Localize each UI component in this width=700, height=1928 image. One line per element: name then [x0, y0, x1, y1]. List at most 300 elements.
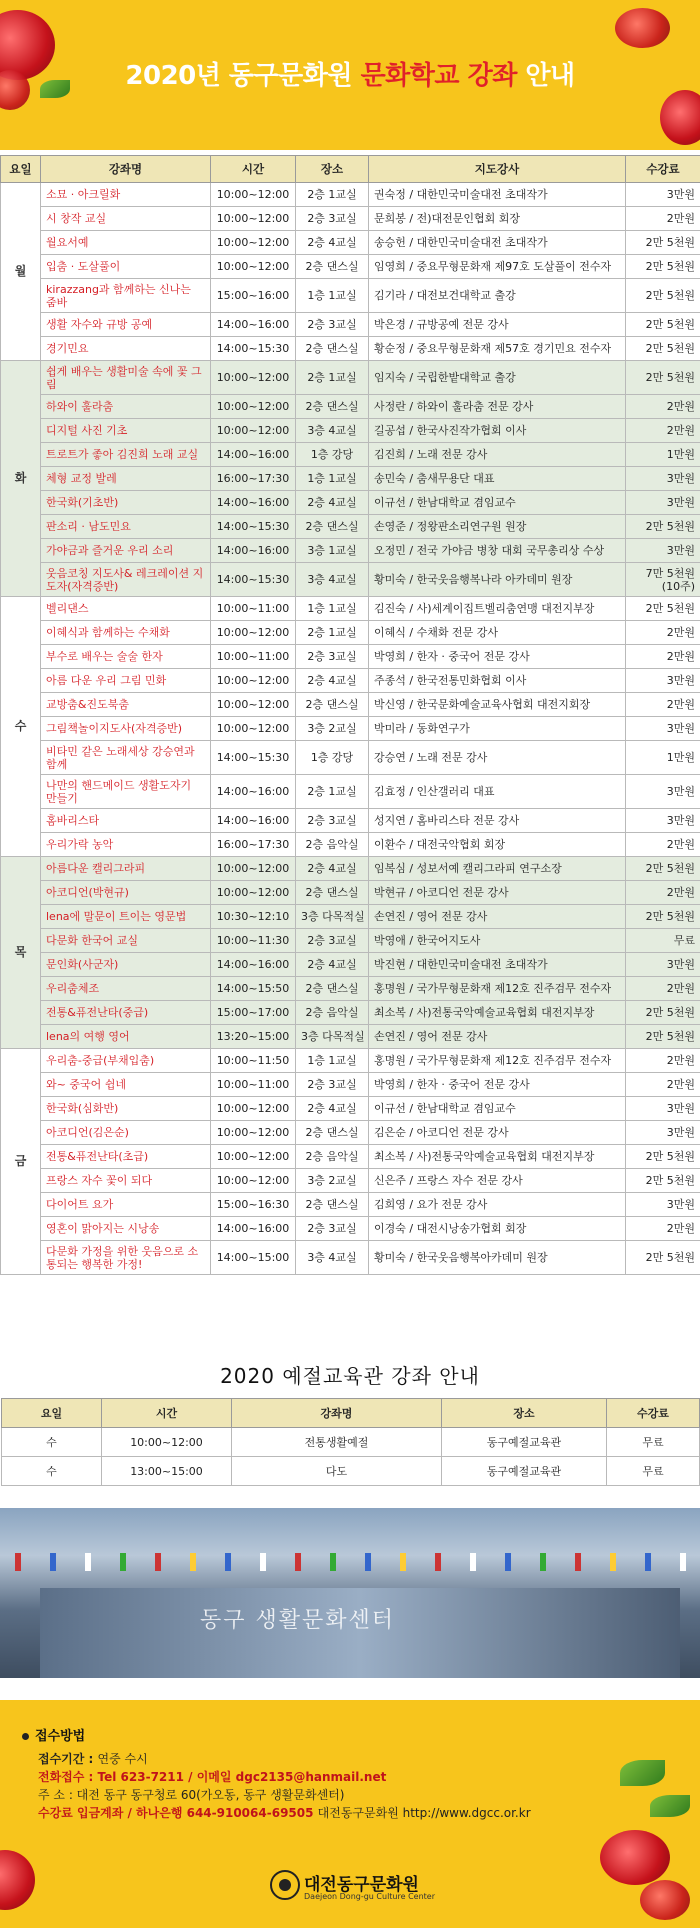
course-fee: 2만원	[626, 395, 700, 419]
course-time: 10:00~12:00	[211, 1169, 296, 1193]
course-teacher: 송승헌 / 대한민국미술대전 초대작가	[369, 231, 626, 255]
course-teacher: 송민숙 / 춤새무용단 대표	[369, 467, 626, 491]
course-fee: 2만 5천원	[626, 231, 700, 255]
course-table	[0, 155, 700, 1275]
course-time: 10:00~11:00	[211, 597, 296, 621]
course-place: 2층 4교실	[296, 491, 369, 515]
course-place: 2층 댄스실	[296, 255, 369, 279]
course-time: 10:00~11:30	[211, 929, 296, 953]
course-fee: 3만원	[626, 809, 700, 833]
day-cell: 월	[1, 183, 41, 361]
table-row	[1, 1193, 700, 1217]
table-row	[1, 953, 700, 977]
course-place: 2층 4교실	[296, 231, 369, 255]
course-name: 와~ 중국어 쉽네	[41, 1073, 211, 1097]
table-row	[1, 929, 700, 953]
course-fee: 3만원	[626, 717, 700, 741]
course-time: 14:00~16:00	[211, 313, 296, 337]
course-name: 부수로 배우는 술술 한자	[41, 645, 211, 669]
course-teacher: 최소복 / 사)전통국악예술교육협회 대전지부장	[369, 1001, 626, 1025]
course-teacher: 강승연 / 노래 전문 강사	[369, 741, 626, 775]
table-row	[1, 645, 700, 669]
etiquette-time: 10:00~12:00	[102, 1428, 232, 1457]
etiquette-place: 동구예절교육관	[442, 1428, 607, 1457]
course-fee: 3만원	[626, 669, 700, 693]
course-name: 우리춤체조	[41, 977, 211, 1001]
course-fee: 2만원	[626, 419, 700, 443]
course-teacher: 김희영 / 요가 전문 강사	[369, 1193, 626, 1217]
course-time: 10:00~12:00	[211, 207, 296, 231]
course-fee: 2만원	[626, 645, 700, 669]
course-fee: 2만 5천원	[626, 255, 700, 279]
course-time: 10:00~11:00	[211, 1073, 296, 1097]
table-row	[1, 1145, 700, 1169]
course-place: 2층 3교실	[296, 313, 369, 337]
course-time: 10:00~12:00	[211, 231, 296, 255]
course-fee: 2만원	[626, 833, 700, 857]
course-teacher: 홍명원 / 국가무형문화재 제12호 진주검무 전수자	[369, 1049, 626, 1073]
course-fee: 2만원	[626, 207, 700, 231]
course-teacher: 김기라 / 대전보건대학교 출강	[369, 279, 626, 313]
rose-decoration	[640, 1880, 690, 1920]
course-place: 1층 1교실	[296, 467, 369, 491]
etiquette-day: 수	[2, 1428, 102, 1457]
course-fee: 3만원	[626, 1097, 700, 1121]
course-teacher: 임복심 / 성보서예 캘리그라피 연구소장	[369, 857, 626, 881]
course-place: 2층 3교실	[296, 645, 369, 669]
course-time: 15:00~16:30	[211, 1193, 296, 1217]
course-place: 3층 1교실	[296, 539, 369, 563]
building-sign: 동구 생활문화센터	[200, 1608, 396, 1633]
course-fee: 1만원	[626, 741, 700, 775]
logo-icon	[270, 1870, 300, 1900]
course-name: 홈바리스타	[41, 809, 211, 833]
table-row	[1, 1169, 700, 1193]
course-time: 14:00~16:00	[211, 953, 296, 977]
course-time: 14:00~16:00	[211, 443, 296, 467]
course-time: 10:00~12:00	[211, 361, 296, 395]
course-teacher: 박영애 / 한국어지도사	[369, 929, 626, 953]
course-place: 3층 다목적실	[296, 905, 369, 929]
course-place: 2층 3교실	[296, 929, 369, 953]
course-name: 다문화 한국어 교실	[41, 929, 211, 953]
course-place: 1층 강당	[296, 443, 369, 467]
course-name: lena의 여행 영어	[41, 1025, 211, 1049]
course-name: 교방춤&진도북춤	[41, 693, 211, 717]
course-fee: 2만원	[626, 881, 700, 905]
etiquette-time: 13:00~15:00	[102, 1457, 232, 1486]
column-header: 강좌명	[41, 156, 211, 183]
table-row	[1, 313, 700, 337]
table-row	[1, 183, 700, 207]
etiquette-course: 전통생활예절	[232, 1428, 442, 1457]
course-teacher: 임지숙 / 국립한밭대학교 출강	[369, 361, 626, 395]
bullet-icon	[22, 1733, 29, 1740]
course-name: 웃음코칭 지도사& 레크레이션 지도자(자격증반)	[41, 563, 211, 597]
rose-decoration	[0, 1850, 35, 1910]
course-name: 아름 다운 우리 그림 민화	[41, 669, 211, 693]
course-name: 월요서예	[41, 231, 211, 255]
table-row	[1, 443, 700, 467]
etiquette-row	[2, 1457, 700, 1486]
table-row	[1, 1217, 700, 1241]
course-time: 14:00~15:30	[211, 515, 296, 539]
course-time: 14:00~15:30	[211, 741, 296, 775]
course-fee: 2만 5천원	[626, 279, 700, 313]
course-time: 10:00~12:00	[211, 693, 296, 717]
column-header: 지도강사	[369, 156, 626, 183]
course-time: 14:00~15:30	[211, 563, 296, 597]
course-fee: 3만원	[626, 775, 700, 809]
etiquette-section-title: 2020 예절교육관 강좌 안내	[220, 1364, 480, 1388]
registration-address: 주 소 : 대전 동구 동구청로 60(가오동, 동구 생활문화센터)	[38, 1788, 345, 1802]
course-name: 판소리 · 남도민요	[41, 515, 211, 539]
course-fee: 7만 5천원 (10주)	[626, 563, 700, 597]
course-fee: 3만원	[626, 1193, 700, 1217]
table-row	[1, 1241, 700, 1275]
course-teacher: 김효정 / 인산갤러리 대표	[369, 775, 626, 809]
rose-petal-decoration	[660, 90, 700, 145]
table-row	[1, 361, 700, 395]
course-name: 프랑스 자수 꽃이 되다	[41, 1169, 211, 1193]
course-teacher: 황미숙 / 한국웃음행복아카데미 원장	[369, 1241, 626, 1275]
course-time: 16:00~17:30	[211, 833, 296, 857]
course-fee: 2만 5천원	[626, 361, 700, 395]
course-place: 2층 댄스실	[296, 395, 369, 419]
table-row	[1, 717, 700, 741]
course-place: 1층 1교실	[296, 279, 369, 313]
course-name: 다이어트 요가	[41, 1193, 211, 1217]
course-teacher: 이환수 / 대전국악협회 회장	[369, 833, 626, 857]
course-place: 2층 댄스실	[296, 1193, 369, 1217]
flags	[0, 1553, 700, 1593]
course-teacher: 박영희 / 한자 · 중국어 전문 강사	[369, 645, 626, 669]
course-teacher: 주종석 / 한국전통민화협회 이사	[369, 669, 626, 693]
course-time: 14:00~15:00	[211, 1241, 296, 1275]
course-place: 2층 3교실	[296, 809, 369, 833]
etiquette-table	[1, 1398, 700, 1486]
table-row	[1, 467, 700, 491]
course-place: 2층 음악실	[296, 1145, 369, 1169]
course-name: 비타민 같은 노래세상 강승연과 함께	[41, 741, 211, 775]
course-time: 14:00~15:50	[211, 977, 296, 1001]
course-time: 10:00~12:00	[211, 255, 296, 279]
course-teacher: 박은경 / 규방공예 전문 강사	[369, 313, 626, 337]
course-place: 3층 2교실	[296, 1169, 369, 1193]
table-row	[1, 255, 700, 279]
etiquette-header-row	[2, 1399, 700, 1428]
course-place: 2층 댄스실	[296, 977, 369, 1001]
course-time: 14:00~16:00	[211, 539, 296, 563]
registration-contact[interactable]: 전화접수 : Tel 623-7211 / 이메일 dgc2135@hanmail.net	[38, 1770, 387, 1784]
course-name: 나만의 핸드메이드 생활도자기 만들기	[41, 775, 211, 809]
course-name: 트로트가 좋아 김진희 노래 교실	[41, 443, 211, 467]
course-time: 10:00~12:00	[211, 1145, 296, 1169]
course-time: 10:00~12:00	[211, 669, 296, 693]
course-time: 10:00~11:00	[211, 645, 296, 669]
leaf-decoration	[650, 1795, 690, 1817]
course-time: 10:00~12:00	[211, 395, 296, 419]
course-name: 경기민요	[41, 337, 211, 361]
course-time: 10:00~12:00	[211, 183, 296, 207]
course-place: 2층 4교실	[296, 1097, 369, 1121]
column-header: 장소	[296, 156, 369, 183]
course-place: 2층 4교실	[296, 669, 369, 693]
table-row	[1, 833, 700, 857]
course-name: 영혼이 맑아지는 시낭송	[41, 1217, 211, 1241]
table-row	[1, 1097, 700, 1121]
course-fee: 2만 5천원	[626, 1001, 700, 1025]
table-header-row	[1, 156, 700, 183]
column-header: 시간	[102, 1399, 232, 1428]
course-place: 2층 1교실	[296, 775, 369, 809]
course-teacher: 사정란 / 하와이 훌라춤 전문 강사	[369, 395, 626, 419]
course-time: 14:00~15:30	[211, 337, 296, 361]
course-place: 3층 4교실	[296, 419, 369, 443]
course-place: 2층 댄스실	[296, 1121, 369, 1145]
course-teacher: 김은순 / 아코디언 전문 강사	[369, 1121, 626, 1145]
course-name: 벨리댄스	[41, 597, 211, 621]
course-fee: 2만 5천원	[626, 597, 700, 621]
course-fee: 2만원	[626, 1217, 700, 1241]
header-banner	[0, 0, 700, 150]
course-fee: 3만원	[626, 1121, 700, 1145]
course-teacher: 성지연 / 홈바리스타 전문 강사	[369, 809, 626, 833]
course-fee: 3만원	[626, 953, 700, 977]
day-cell: 금	[1, 1049, 41, 1275]
course-place: 2층 댄스실	[296, 337, 369, 361]
course-name: 우리가락 농악	[41, 833, 211, 857]
course-place: 2층 3교실	[296, 1073, 369, 1097]
course-time: 10:00~12:00	[211, 1121, 296, 1145]
table-row	[1, 669, 700, 693]
table-row	[1, 905, 700, 929]
course-fee: 2만 5천원	[626, 905, 700, 929]
course-place: 3층 2교실	[296, 717, 369, 741]
course-name: 한국화(심화반)	[41, 1097, 211, 1121]
course-fee: 3만원	[626, 491, 700, 515]
course-teacher: 이경숙 / 대전시낭송가협회 회장	[369, 1217, 626, 1241]
course-place: 2층 음악실	[296, 833, 369, 857]
table-row	[1, 279, 700, 313]
course-name: 하와이 훌라춤	[41, 395, 211, 419]
table-row	[1, 741, 700, 775]
course-place: 2층 3교실	[296, 1217, 369, 1241]
course-teacher: 김진숙 / 사)세계이집트벨리춤연맹 대전지부장	[369, 597, 626, 621]
table-row	[1, 1049, 700, 1073]
course-name: lena에 말문이 트이는 영문법	[41, 905, 211, 929]
course-teacher: 황순정 / 중요무형문화재 제57호 경기민요 전수자	[369, 337, 626, 361]
course-place: 3층 4교실	[296, 563, 369, 597]
etiquette-course: 다도	[232, 1457, 442, 1486]
course-teacher: 홍명원 / 국가무형문화재 제12호 진주검무 전수자	[369, 977, 626, 1001]
course-name: 문인화(사군자)	[41, 953, 211, 977]
course-fee: 3만원	[626, 183, 700, 207]
table-row	[1, 563, 700, 597]
course-fee: 2만 5천원	[626, 1145, 700, 1169]
course-place: 2층 1교실	[296, 361, 369, 395]
course-time: 15:00~16:00	[211, 279, 296, 313]
table-row	[1, 977, 700, 1001]
course-name: 아코디언(김은순)	[41, 1121, 211, 1145]
course-time: 10:30~12:10	[211, 905, 296, 929]
course-fee: 2만원	[626, 977, 700, 1001]
course-teacher: 신은주 / 프랑스 자수 전문 강사	[369, 1169, 626, 1193]
course-fee: 3만원	[626, 539, 700, 563]
registration-account[interactable]: 수강료 입금계좌 / 하나은행 644-910064-69505 대전동구문화원 http://www.dgcc.or.kr	[38, 1806, 531, 1820]
course-fee: 2만 5천원	[626, 515, 700, 539]
column-header: 수강료	[626, 156, 700, 183]
course-teacher: 이규선 / 한남대학교 겸임교수	[369, 1097, 626, 1121]
course-name: 가야금과 즐거운 우리 소리	[41, 539, 211, 563]
course-time: 10:00~12:00	[211, 1097, 296, 1121]
course-teacher: 최소복 / 사)전통국악예술교육협회 대전지부장	[369, 1145, 626, 1169]
course-fee: 2만원	[626, 621, 700, 645]
course-time: 14:00~16:00	[211, 775, 296, 809]
course-fee: 1만원	[626, 443, 700, 467]
course-fee: 2만 5천원	[626, 337, 700, 361]
table-row	[1, 231, 700, 255]
registration-heading: 접수방법	[22, 1725, 85, 1744]
column-header: 요일	[1, 156, 41, 183]
course-fee: 2만원	[626, 1073, 700, 1097]
course-fee: 2만원	[626, 1049, 700, 1073]
course-teacher: 이혜식 / 수채화 전문 강사	[369, 621, 626, 645]
etiquette-fee: 무료	[607, 1457, 700, 1486]
course-name: 한국화(기초반)	[41, 491, 211, 515]
table-row	[1, 775, 700, 809]
course-place: 2층 댄스실	[296, 693, 369, 717]
course-time: 16:00~17:30	[211, 467, 296, 491]
course-time: 10:00~12:00	[211, 717, 296, 741]
course-place: 3층 다목적실	[296, 1025, 369, 1049]
table-row	[1, 597, 700, 621]
course-name: 아코디언(박현규)	[41, 881, 211, 905]
course-place: 1층 1교실	[296, 1049, 369, 1073]
course-name: 디지털 사진 기초	[41, 419, 211, 443]
course-name: 시 창작 교실	[41, 207, 211, 231]
course-time: 10:00~12:00	[211, 621, 296, 645]
table-row	[1, 881, 700, 905]
course-time: 15:00~17:00	[211, 1001, 296, 1025]
course-teacher: 황미숙 / 한국웃음행복나라 아카데미 원장	[369, 563, 626, 597]
course-fee: 2만원	[626, 693, 700, 717]
day-cell: 화	[1, 361, 41, 597]
course-place: 2층 3교실	[296, 207, 369, 231]
etiquette-row	[2, 1428, 700, 1457]
course-teacher: 길공섭 / 한국사진작가협회 이사	[369, 419, 626, 443]
course-teacher: 이규선 / 한남대학교 겸임교수	[369, 491, 626, 515]
table-row	[1, 1001, 700, 1025]
course-fee: 2만 5천원	[626, 1169, 700, 1193]
leaf-decoration	[620, 1760, 665, 1786]
course-teacher: 권숙정 / 대한민국미술대전 초대작가	[369, 183, 626, 207]
course-name: 그림책놀이지도사(자격증반)	[41, 717, 211, 741]
table-row	[1, 419, 700, 443]
course-place: 2층 음악실	[296, 1001, 369, 1025]
table-row	[1, 857, 700, 881]
course-fee: 2만 5천원	[626, 857, 700, 881]
column-header: 수강료	[607, 1399, 700, 1428]
course-fee: 2만 5천원	[626, 313, 700, 337]
day-cell: 수	[1, 597, 41, 857]
culture-center-logo: 대전동구문화원 Daejeon Dong-gu Culture Center	[270, 1868, 450, 1908]
course-name: 체형 교정 발레	[41, 467, 211, 491]
rose-decoration	[600, 1830, 670, 1885]
table-row	[1, 337, 700, 361]
course-time: 10:00~12:00	[211, 419, 296, 443]
course-time: 10:00~12:00	[211, 881, 296, 905]
course-fee: 무료	[626, 929, 700, 953]
table-row	[1, 1025, 700, 1049]
course-place: 3층 4교실	[296, 1241, 369, 1275]
course-teacher: 김진희 / 노래 전문 강사	[369, 443, 626, 467]
table-row	[1, 1121, 700, 1145]
course-name: 우리춤-중급(부채입춤)	[41, 1049, 211, 1073]
course-fee: 2만 5천원	[626, 1241, 700, 1275]
table-row	[1, 395, 700, 419]
course-name: 생활 자수와 규방 공예	[41, 313, 211, 337]
table-row	[1, 515, 700, 539]
course-name: 전통&퓨전난타(초급)	[41, 1145, 211, 1169]
course-name: 이혜식과 함께하는 수채화	[41, 621, 211, 645]
course-fee: 3만원	[626, 467, 700, 491]
table-row	[1, 539, 700, 563]
table-row	[1, 693, 700, 717]
course-place: 2층 4교실	[296, 857, 369, 881]
course-teacher: 박영희 / 한자 · 중국어 전문 강사	[369, 1073, 626, 1097]
course-name: 입춤 · 도살풀이	[41, 255, 211, 279]
course-name: 아름다운 캘리그라피	[41, 857, 211, 881]
day-cell: 목	[1, 857, 41, 1049]
page-title: 2020년 동구문화원 문화학교 강좌 안내	[125, 61, 575, 91]
column-header: 강좌명	[232, 1399, 442, 1428]
column-header: 장소	[442, 1399, 607, 1428]
etiquette-day: 수	[2, 1457, 102, 1486]
course-place: 1층 강당	[296, 741, 369, 775]
course-name: kirazzang과 함께하는 신나는 줌바	[41, 279, 211, 313]
course-teacher: 박진현 / 대한민국미술대전 초대작가	[369, 953, 626, 977]
course-time: 10:00~11:50	[211, 1049, 296, 1073]
course-place: 2층 1교실	[296, 183, 369, 207]
course-time: 14:00~16:00	[211, 491, 296, 515]
course-time: 13:20~15:00	[211, 1025, 296, 1049]
course-name: 다문화 가정을 위한 웃음으로 소통되는 행복한 가정!	[41, 1241, 211, 1275]
course-time: 14:00~16:00	[211, 809, 296, 833]
column-header: 시간	[211, 156, 296, 183]
table-row	[1, 621, 700, 645]
course-teacher: 박현규 / 아코디언 전문 강사	[369, 881, 626, 905]
course-name: 전통&퓨전난타(중급)	[41, 1001, 211, 1025]
course-place: 2층 1교실	[296, 621, 369, 645]
course-place: 2층 댄스실	[296, 515, 369, 539]
culture-center-photo	[0, 1508, 700, 1678]
course-time: 14:00~16:00	[211, 1217, 296, 1241]
course-teacher: 임영희 / 중요무형문화재 제97호 도살풀이 전수자	[369, 255, 626, 279]
registration-period: 접수기간 : 연중 수시	[38, 1752, 148, 1766]
table-row	[1, 491, 700, 515]
course-teacher: 손연진 / 영어 전문 강사	[369, 1025, 626, 1049]
course-time: 10:00~12:00	[211, 857, 296, 881]
table-row	[1, 207, 700, 231]
course-teacher: 손연진 / 영어 전문 강사	[369, 905, 626, 929]
course-name: 쉽게 배우는 생활미술 속에 꽃 그림	[41, 361, 211, 395]
course-teacher: 문희봉 / 전)대전문인협회 회장	[369, 207, 626, 231]
course-teacher: 오정민 / 전국 가야금 병창 대회 국무총리상 수상	[369, 539, 626, 563]
table-row	[1, 1073, 700, 1097]
course-place: 1층 1교실	[296, 597, 369, 621]
course-place: 2층 댄스실	[296, 881, 369, 905]
